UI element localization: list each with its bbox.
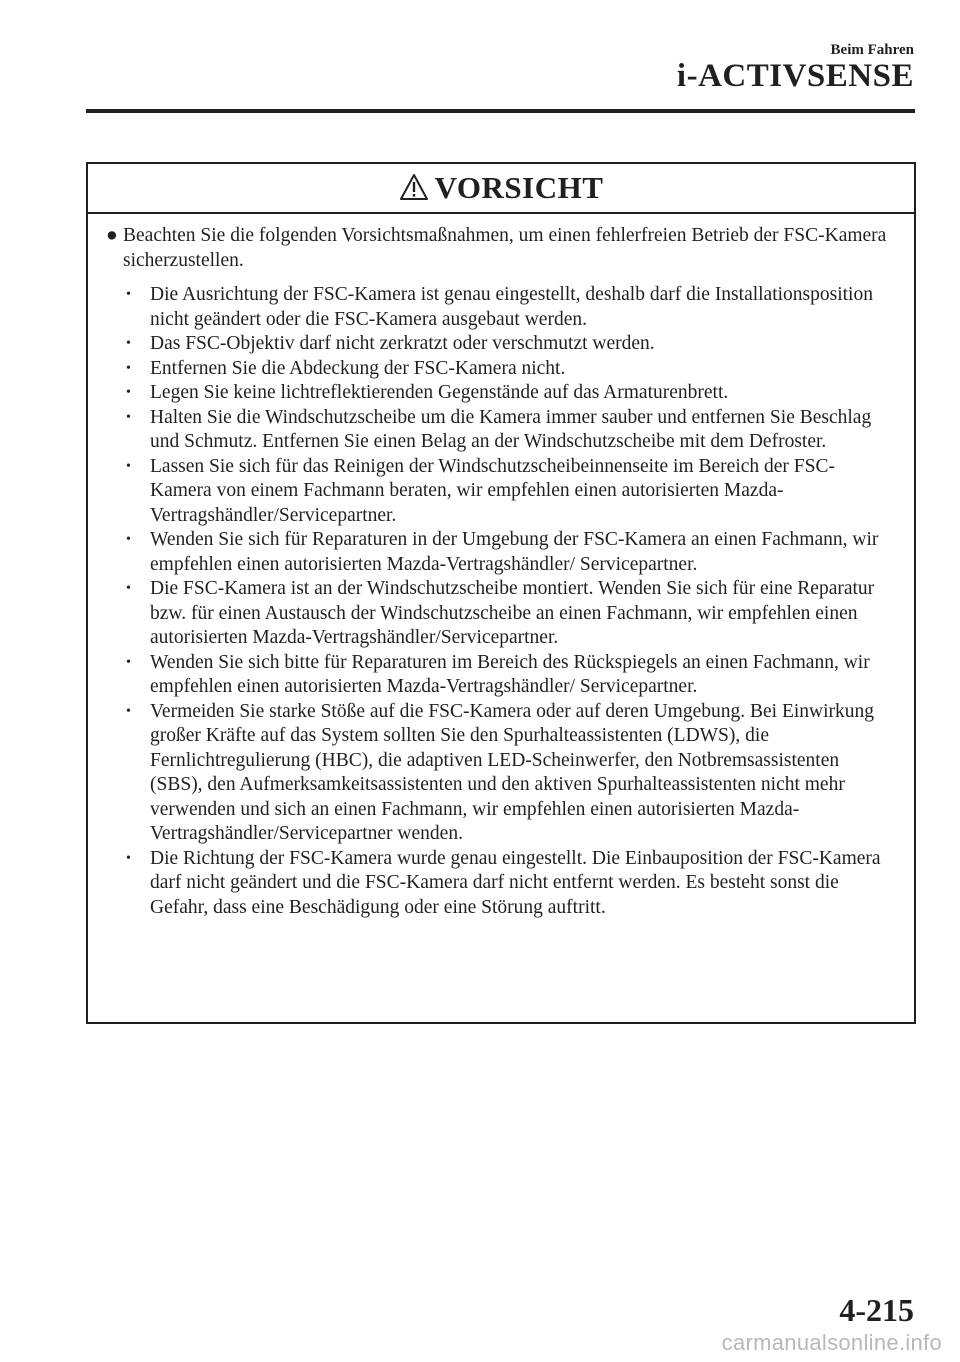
caution-item-list [106, 283, 896, 920]
bullet: • [126, 360, 131, 376]
list-item [106, 283, 896, 332]
list-item-text: Wenden Sie sich bitte für Reparaturen im Bereich des Rückspiegels an einen Fachmann, wir empfehlen einen autorisierten Mazda-Vertragshändler/ Servicepartner. [150, 651, 870, 697]
list-item-text: Halten Sie die Windschutzscheibe um die Kamera immer sauber und entfernen Sie Beschlag und Schmutz. Entfernen Sie einen Belag an der Windschutzscheibe mit dem Defroster. [150, 406, 872, 452]
list-item [106, 700, 896, 847]
watermark: carmanualsonline.info [721, 1330, 942, 1355]
list-item-text: Vermeiden Sie starke Stöße auf die FSC-Kamera oder auf deren Umgebung. Bei Einwirkung großer Kräfte auf das System sollten Sie den Spurhalteassistenten (LDWS), die Fernlichtregulierung (HBC), die adaptiven LED-Scheinwerfer, den Notbremsassistenten (SBS), den Aufmerksamkeitsassistenten und den aktiven Spurhalteassistenten nicht mehr verwenden und sich an einen Fachmann, wir empfehlen einen autorisierten Mazda-Vertragshändler/Servicepartner wenden. [150, 700, 875, 844]
list-item-text: Entfernen Sie die Abdeckung der FSC-Kamera nicht. [150, 357, 566, 379]
bullet: • [126, 850, 131, 866]
caution-intro-text: Beachten Sie die folgenden Vorsichtsmaßnahmen, um einen fehlerfreien Betrieb der FSC-Kamera sicherzustellen. [123, 225, 887, 271]
bullet: • [126, 532, 131, 547]
bullet: • [126, 581, 131, 596]
bullet: • [126, 336, 131, 351]
page-number: 4-215 [839, 1292, 914, 1328]
header-divider [86, 109, 915, 113]
list-item [106, 357, 896, 382]
chapter-title: i-ACTIVSENSE [676, 58, 914, 94]
caution-body [88, 214, 914, 920]
list-item [106, 455, 896, 529]
warning-triangle-icon [399, 173, 429, 201]
bullet: ● [106, 225, 118, 246]
list-item-text: Das FSC-Objektiv darf nicht zerkratzt oder verschmutzt werden. [150, 333, 655, 354]
bullet: • [126, 409, 131, 425]
list-item-text: Die FSC-Kamera ist an der Windschutzscheibe montiert. Wenden Sie sich für eine Reparatur bzw. für einen Austausch der Windschutzscheibe an einen Fachmann, wir empfehlen einen autorisierten Mazda-Vertragshändler/Servicepartner. [150, 578, 875, 648]
bullet: • [126, 385, 131, 400]
list-item [106, 651, 896, 700]
list-item-text: Lassen Sie sich für das Reinigen der Windschutzscheibeinnenseite im Bereich der FSC-Kamera von einem Fachmann beraten, wir empfehlen einen autorisierten Mazda-Vertragshändler/Servicepartner. [150, 455, 835, 526]
list-item-text: Die Ausrichtung der FSC-Kamera ist genau eingestellt, deshalb darf die Installationsposition nicht geändert oder die FSC-Kamera ausgebaut werden. [150, 284, 873, 330]
list-item [106, 847, 896, 921]
bullet: • [126, 287, 131, 302]
caution-title: VORSICHT [434, 170, 604, 205]
caution-box [86, 162, 916, 1024]
caution-header [88, 164, 914, 214]
bullet: • [126, 703, 131, 719]
list-item-text: Legen Sie keine lichtreflektierenden Gegenstände auf das Armaturenbrett. [150, 382, 729, 403]
list-item [106, 381, 896, 406]
list-item-text: Die Richtung der FSC-Kamera wurde genau eingestellt. Die Einbauposition der FSC-Kamera darf nicht geändert und die FSC-Kamera darf nicht entfernt werden. Es besteht sonst die Gefahr, dass eine Beschädigung oder eine Störung auftritt. [150, 847, 881, 918]
list-item [106, 332, 896, 357]
list-item-text: Wenden Sie sich für Reparaturen in der Umgebung der FSC-Kamera an einen Fachmann, wir empfehlen einen autorisierten Mazda-Vertragshändler/ Servicepartner. [150, 529, 879, 575]
section-title: Beim Fahren [830, 42, 914, 58]
list-item [106, 577, 896, 651]
list-item [106, 406, 896, 455]
list-item [106, 528, 896, 577]
caution-intro [106, 224, 896, 273]
bullet: • [126, 654, 131, 670]
bullet: • [126, 458, 131, 474]
